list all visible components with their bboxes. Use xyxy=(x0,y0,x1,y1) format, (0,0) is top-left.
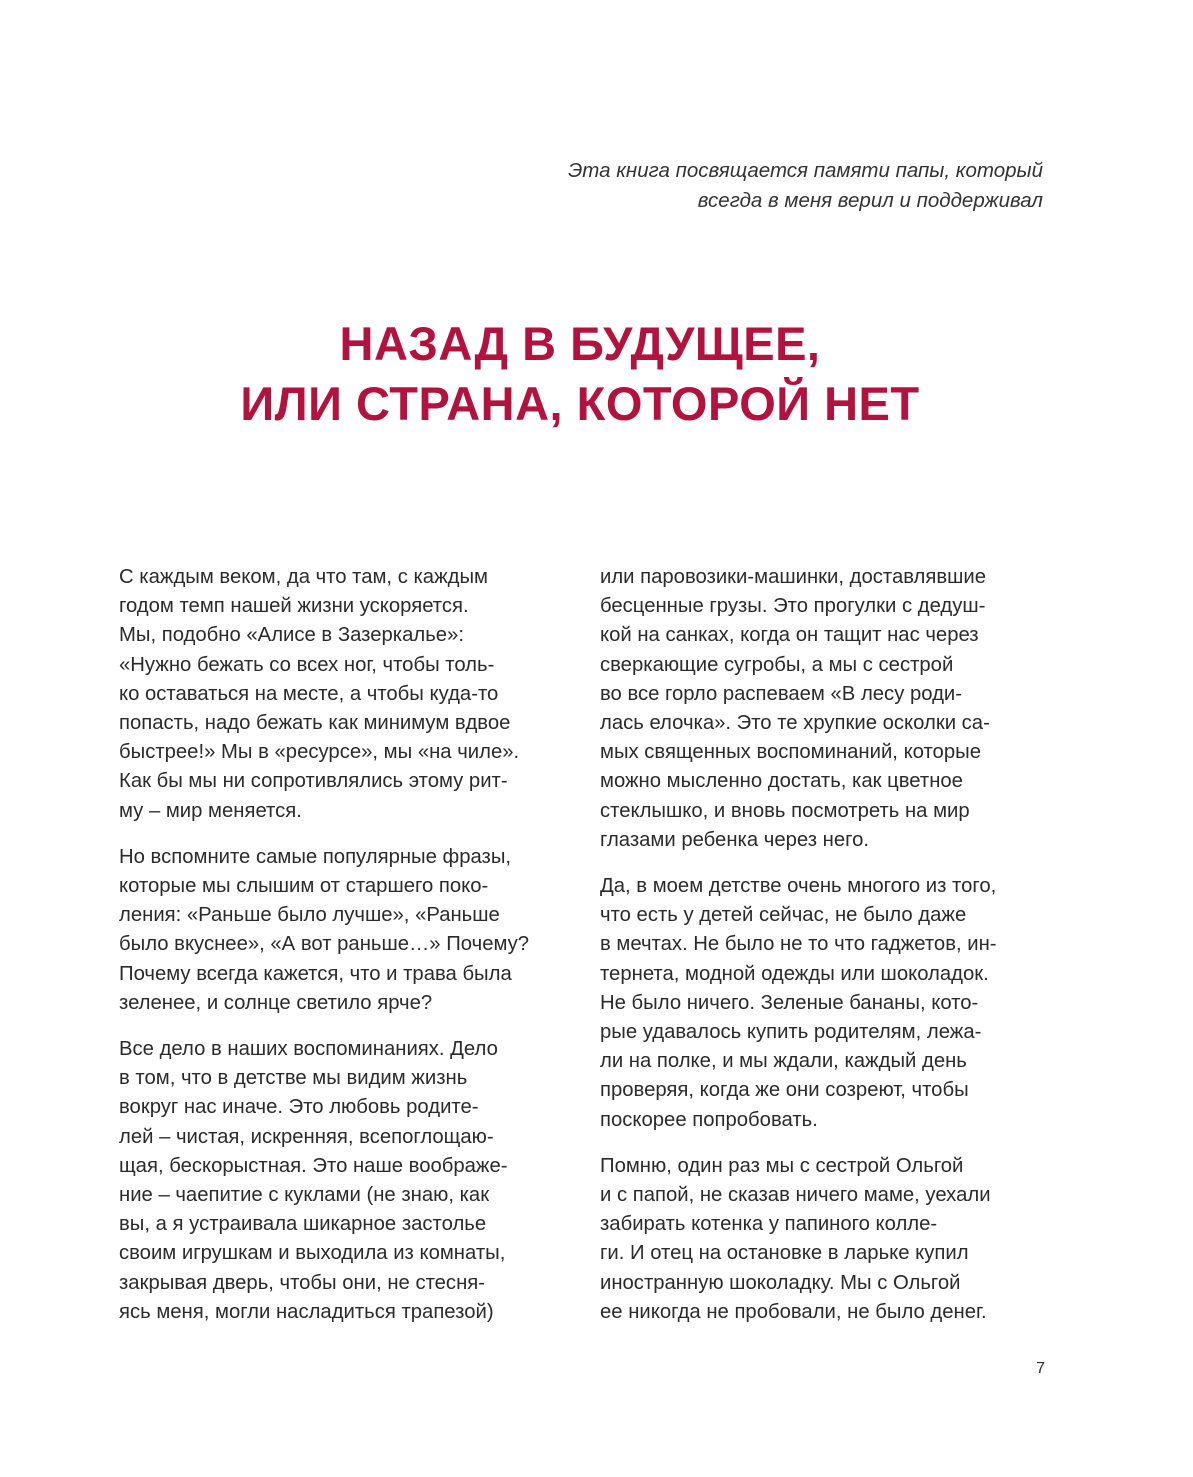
text-line: своим игрушкам и выходила из комнаты, xyxy=(119,1242,506,1265)
text-line: ее никогда не пробовали, не было денег. xyxy=(600,1300,987,1323)
text-line: стеклышко, и вновь посмотреть на мир xyxy=(600,799,970,822)
text-line: щая, бескорыстная. Это наше воображе- xyxy=(119,1154,508,1177)
text-line: вокруг нас иначе. Это любовь родите- xyxy=(119,1096,479,1119)
text-line: кой на санках, когда он тащит нас через xyxy=(600,624,979,647)
text-line: Мы, подобно «Алисе в Зазеркалье»: xyxy=(119,624,464,647)
text-line: в том, что в детстве мы видим жизнь xyxy=(119,1067,468,1090)
text-line: Почему всегда кажется, что и трава была xyxy=(119,962,512,985)
text-line: ние – чаепитие с куклами (не знаю, как xyxy=(119,1184,490,1207)
text-line: Не было ничего. Зеленые бананы, кото- xyxy=(600,991,979,1014)
chapter-title-line: ИЛИ СТРАНА, КОТОРОЙ НЕТ xyxy=(240,377,920,430)
text-line: сверкающие сугробы, а мы с сестрой xyxy=(600,653,954,676)
text-line: попасть, надо бежать как минимум вдвое xyxy=(119,712,511,735)
text-line: ко оставаться на месте, а чтобы куда-то xyxy=(119,682,499,705)
paragraph xyxy=(119,563,579,826)
text-line: рые удавалось купить родителям, лежа- xyxy=(600,1021,982,1044)
text-line: поскорее попробовать. xyxy=(600,1108,818,1131)
paragraph xyxy=(600,1152,1060,1327)
right-text-column xyxy=(600,563,1060,1344)
text-line: или паровозики-машинки, доставлявшие xyxy=(600,566,986,588)
text-line: закрывая дверь, чтобы они, не стесня- xyxy=(119,1271,486,1294)
paragraph xyxy=(600,872,1060,1135)
text-line: Все дело в наших воспоминаниях. Дело xyxy=(119,1038,498,1061)
text-line: проверяя, когда же они созреют, чтобы xyxy=(600,1079,969,1102)
text-line: ления: «Раньше было лучше», «Раньше xyxy=(119,904,500,927)
text-line: Помню, один раз мы с сестрой Ольгой xyxy=(600,1154,964,1177)
chapter-title xyxy=(0,314,1160,434)
text-line: Да, в моем детстве очень многого из того, xyxy=(600,875,997,898)
text-line: и с папой, не сказав ничего маме, уехали xyxy=(600,1184,991,1207)
text-line: которые мы слышим от старшего поко- xyxy=(119,875,489,898)
text-line: тернета, модной одежды или шоколадок. xyxy=(600,962,989,985)
text-line: лась елочка». Это те хрупкие осколки са- xyxy=(600,712,990,735)
text-line: ли на полке, и мы ждали, каждый день xyxy=(600,1050,967,1073)
text-line: «Нужно бежать со всех ног, чтобы толь- xyxy=(119,653,495,676)
text-line: иностранную шоколадку. Мы с Ольгой xyxy=(600,1271,961,1294)
dedication xyxy=(483,156,1043,216)
text-line: ги. И отец на остановке в ларьке купил xyxy=(600,1242,969,1265)
text-line: зеленее, и солнце светило ярче? xyxy=(119,991,433,1014)
text-line: му – мир меняется. xyxy=(119,799,302,822)
text-line: во все горло распеваем «В лесу роди- xyxy=(600,682,963,705)
text-line: вы, а я устраивала шикарное застолье xyxy=(119,1213,487,1236)
text-line: Как бы мы ни сопротивлялись этому рит- xyxy=(119,770,508,793)
text-line: что есть у детей сейчас, не было даже xyxy=(600,904,967,927)
left-text-column xyxy=(119,563,579,1344)
text-line: было вкуснее», «А вот раньше…» Почему? xyxy=(119,933,530,956)
text-line: быстрее!» Мы в «ресурсе», мы «на чиле». xyxy=(119,741,520,764)
text-line: забирать котенка у папиного колле- xyxy=(600,1213,938,1236)
text-line: в мечтах. Не было не то что гаджетов, ин- xyxy=(600,933,997,956)
paragraph xyxy=(119,843,579,1018)
paragraph xyxy=(600,563,1060,855)
text-line: можно мысленно достать, как цветное xyxy=(600,770,963,793)
dedication-line: всегда в меня верил и поддерживал xyxy=(697,189,1043,212)
text-line: глазами ребенка через него. xyxy=(600,828,869,851)
text-line: Но вспомните самые популярные фразы, xyxy=(119,845,512,868)
dedication-line: Эта книга посвящается памяти папы, который xyxy=(568,159,1043,182)
page-number: 7 xyxy=(1036,1360,1045,1377)
text-line: годом темп нашей жизни ускоряется. xyxy=(119,595,469,618)
text-line: С каждым веком, да что там, с каждым xyxy=(119,566,488,588)
text-line: бесценные грузы. Это прогулки с дедуш- xyxy=(600,595,986,618)
text-line: мых священных воспоминаний, которые xyxy=(600,741,981,764)
paragraph xyxy=(119,1035,579,1327)
chapter-title-line: НАЗАД В БУДУЩЕЕ, xyxy=(339,317,821,370)
text-line: ясь меня, могли насладиться трапезой) xyxy=(119,1300,494,1323)
text-line: лей – чистая, искренняя, всепоглощаю- xyxy=(119,1125,494,1148)
